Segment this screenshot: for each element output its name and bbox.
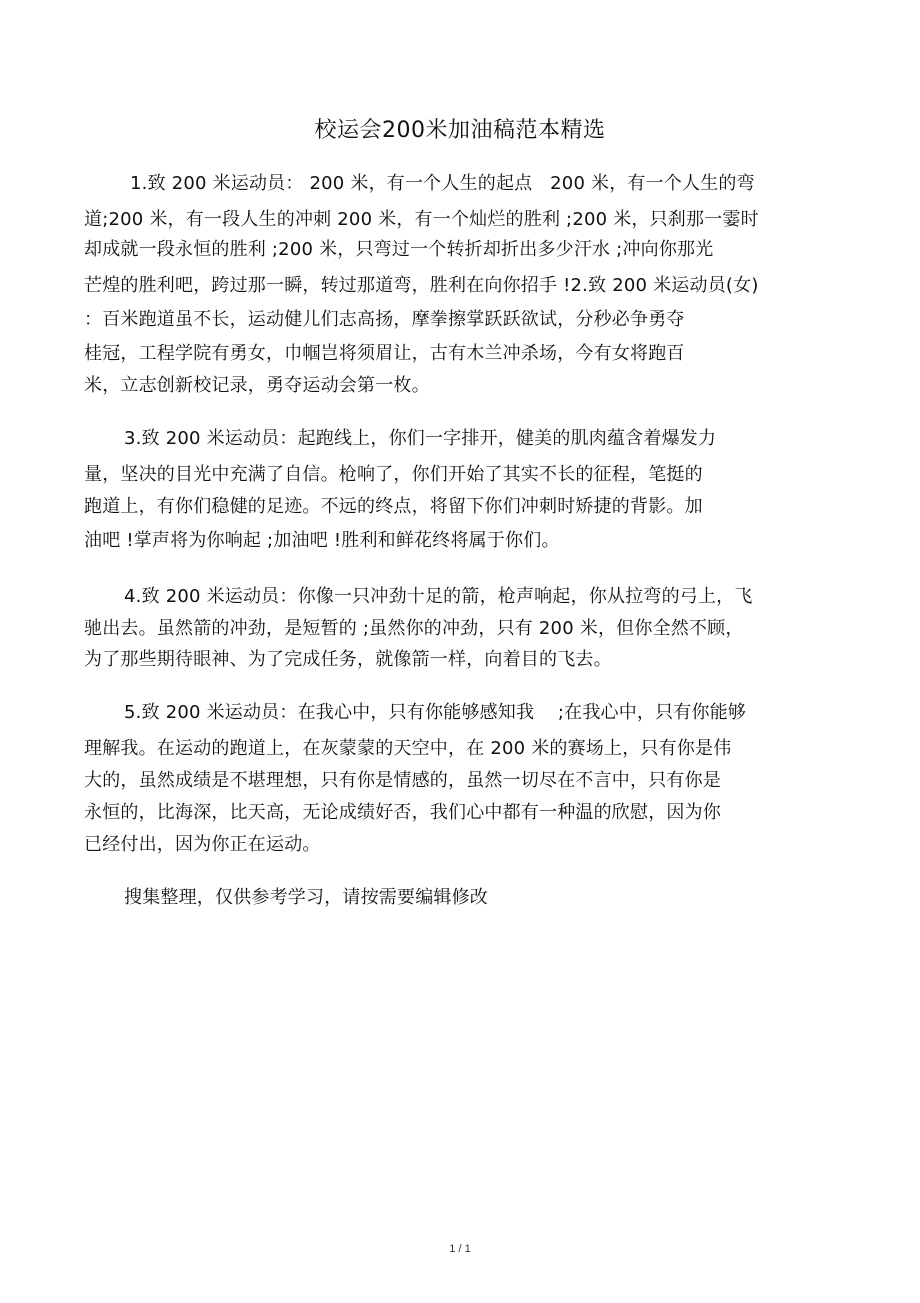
paragraph-4-line-1: 4.致 200 米运动员：你像一只冲劲十足的箭，枪声响起，你从拉弯的弓上，飞 [124, 586, 753, 607]
paragraph-5-line-3: 大的，虽然成绩是不堪理想，只有你是情感的，虽然一切尽在不言中，只有你是 [84, 770, 721, 791]
paragraph-1-line-1: 1.致 200 米运动员： 200 米，有一个人生的起点 200 米，有一个人生的弯 [130, 173, 755, 194]
paragraph-1-line-2: 道;200 米，有一段人生的冲刺 200 米，有一个灿烂的胜利 ;200 米，只刹那一霎时 [84, 209, 759, 230]
paragraph-1-line-7: 米，立志创新校记录，勇夺运动会第一枚。 [84, 375, 430, 396]
document-title: 校运会200米加油稿范本精选 [314, 118, 606, 143]
paragraph-5-line-2: 理解我。在运动的跑道上，在灰蒙蒙的天空中，在 200 米的赛场上，只有你是伟 [84, 738, 732, 759]
paragraph-5-line-1: 5.致 200 米运动员：在我心中，只有你能够感知我 ;在我心中，只有你能够 [124, 702, 747, 723]
paragraph-3-line-4: 油吧 !掌声将为你响起 ;加油吧 !胜利和鲜花终将属于你们。 [84, 530, 560, 551]
editing-note: 搜集整理，仅供参考学习，请按需要编辑修改 [124, 887, 488, 908]
paragraph-3-line-2: 量，坚决的目光中充满了自信。枪响了，你们开始了其实不长的征程，笔挺的 [84, 464, 703, 485]
paragraph-3-line-1: 3.致 200 米运动员：起跑线上，你们一字排开，健美的肌肉蕴含着爆发力 [124, 428, 717, 449]
paragraph-4-line-2: 驰出去。虽然箭的冲劲，是短暂的 ;虽然你的冲劲，只有 200 米，但你全然不顾， [84, 618, 744, 639]
paragraph-1-line-3: 却成就一段永恒的胜利 ;200 米，只弯过一个转折却折出多少汗水 ;冲向你那光 [84, 239, 714, 260]
paragraph-1-line-6: 桂冠，工程学院有勇女，巾帼岂将须眉让，古有木兰冲杀场，今有女将跑百 [84, 343, 685, 364]
paragraph-3-line-3: 跑道上，有你们稳健的足迹。不远的终点，将留下你们冲刺时矫捷的背影。加 [84, 496, 703, 517]
paragraph-4-line-3: 为了那些期待眼神、为了完成任务，就像箭一样，向着目的飞去。 [84, 649, 612, 670]
page-number: 1 / 1 [449, 1243, 471, 1255]
paragraph-1-line-5: ：百米跑道虽不长，运动健儿们志高扬，摩拳擦掌跃跃欲试，分秒必争勇夺 [84, 309, 685, 330]
paragraph-5-line-5: 已经付出，因为你正在运动。 [84, 834, 321, 855]
paragraph-1-line-4: 芒煌的胜利吧，跨过那一瞬，转过那道弯，胜利在向你招手 !2.致 200 米运动员(女) [84, 275, 759, 296]
paragraph-5-line-4: 永恒的，比海深，比天高，无论成绩好否，我们心中都有一种温的欣慰，因为你 [84, 802, 721, 823]
